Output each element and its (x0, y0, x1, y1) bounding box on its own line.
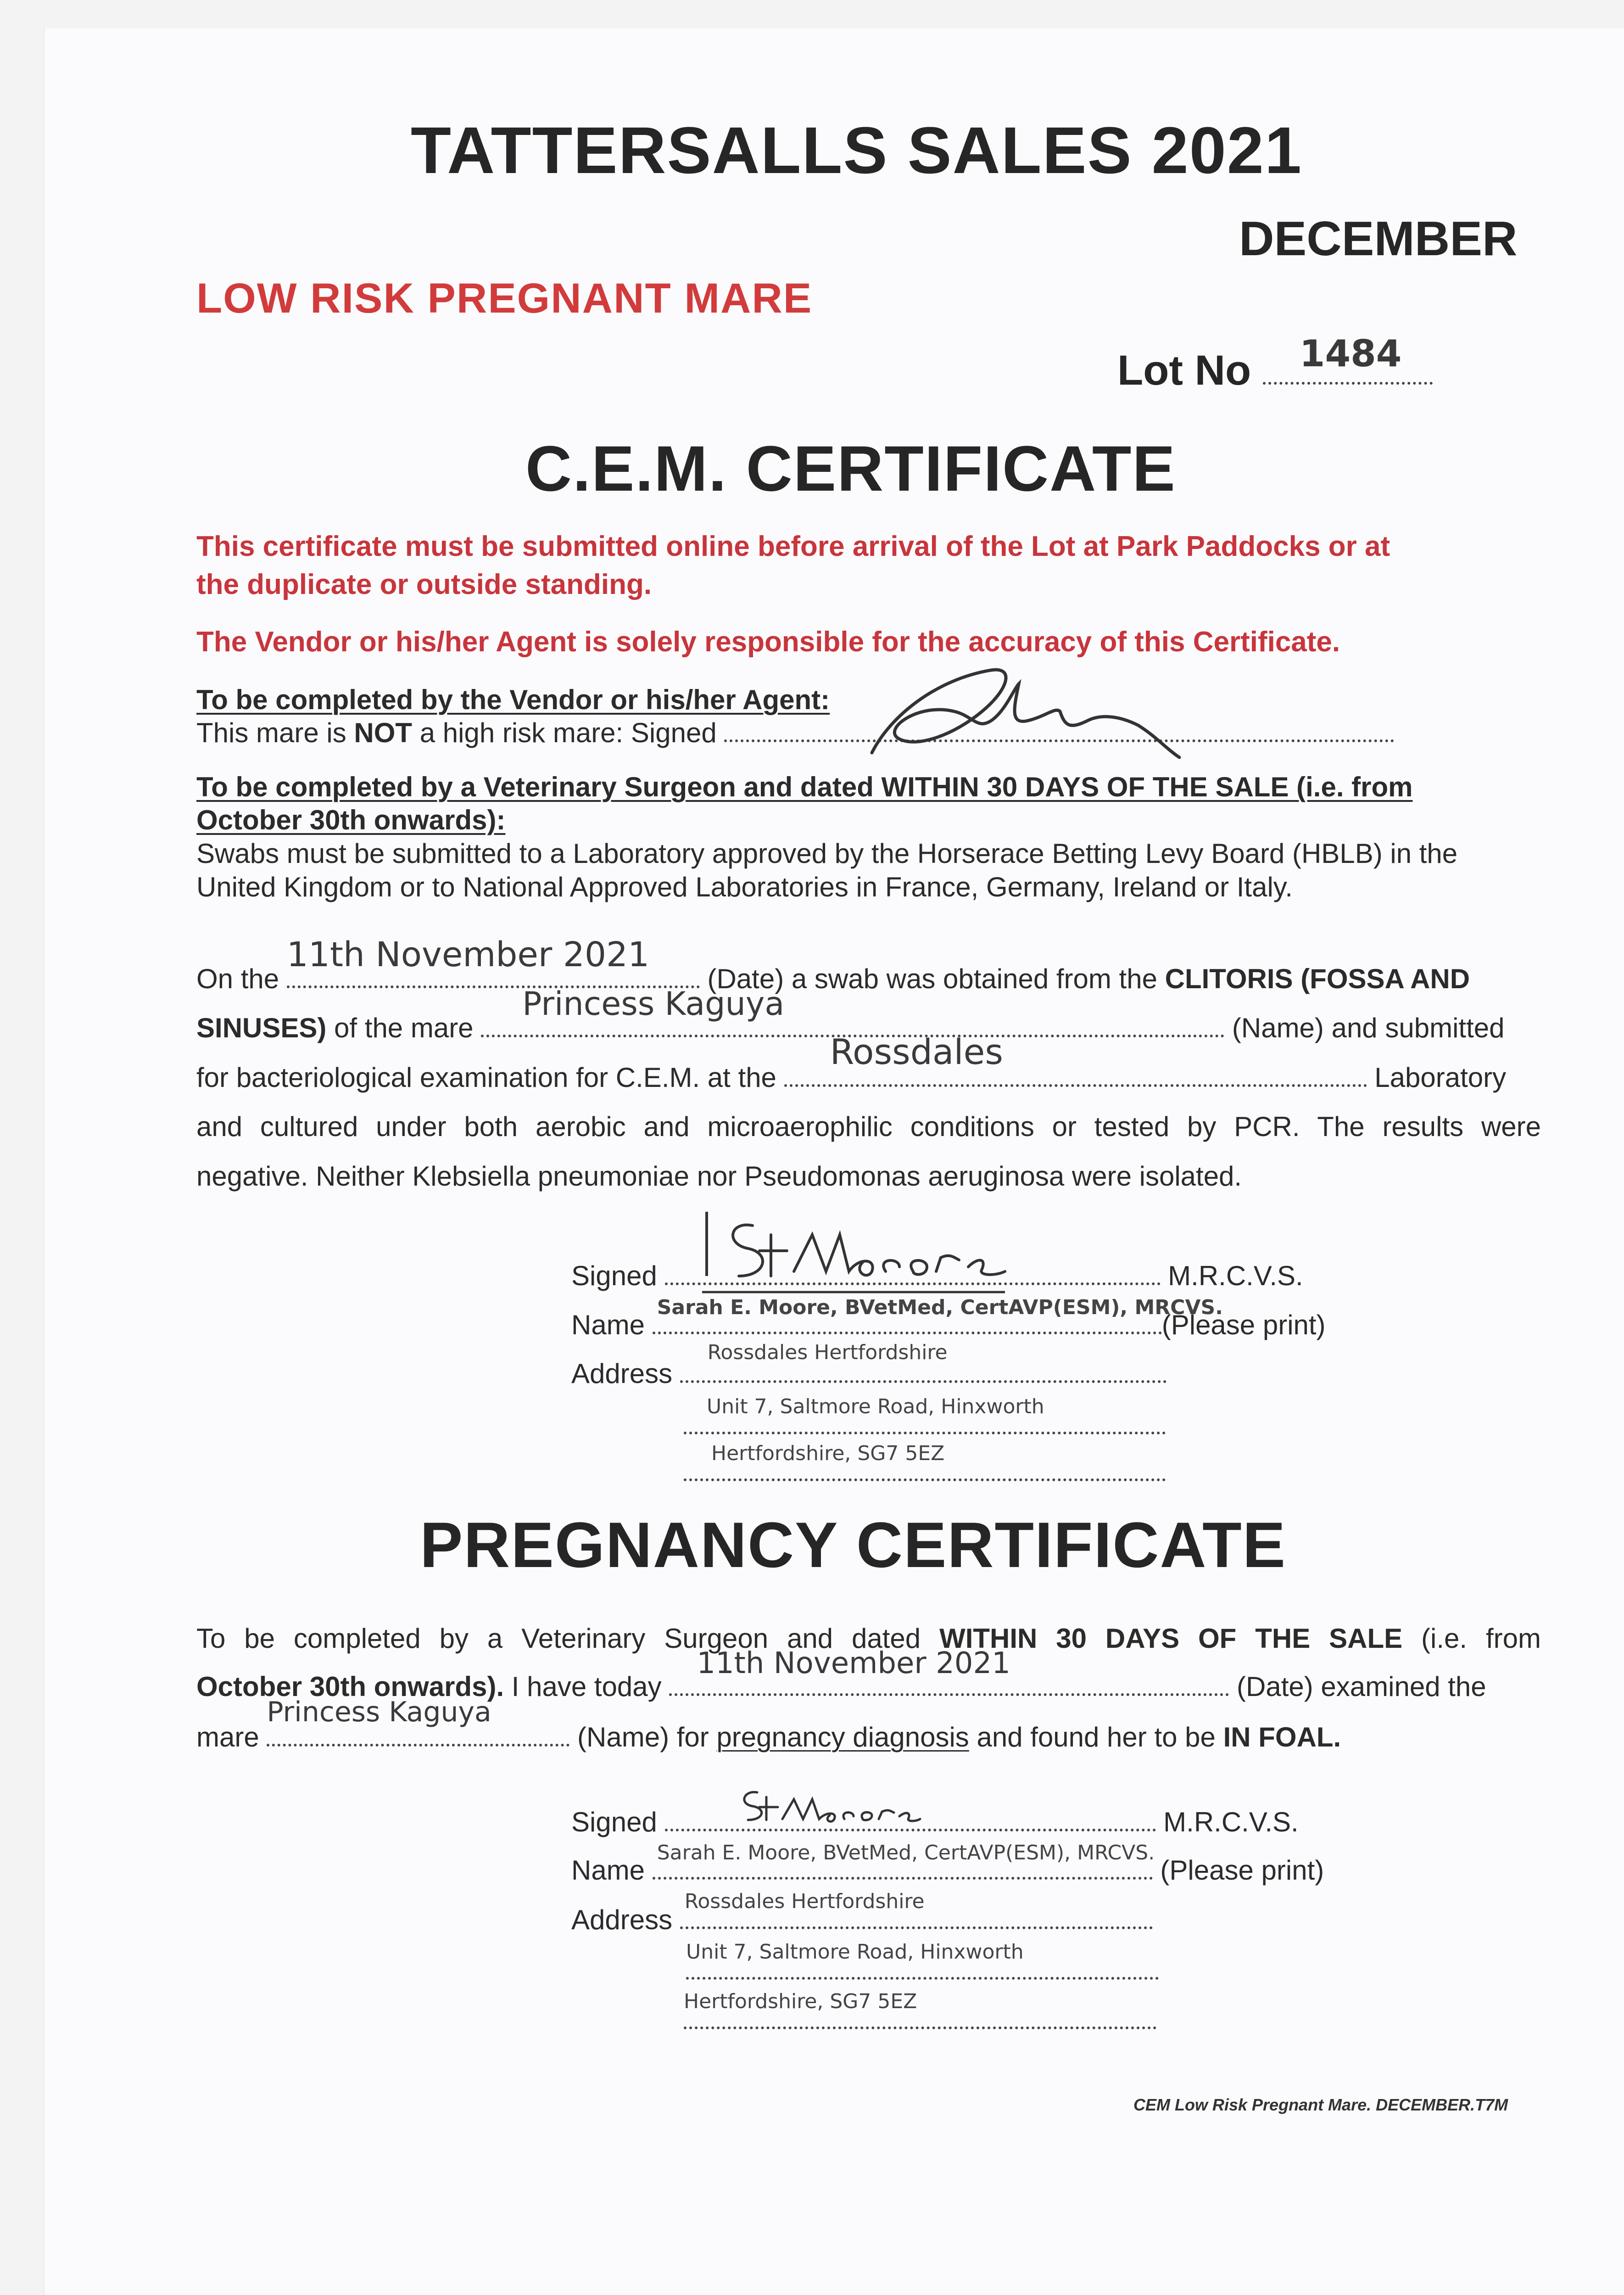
pregnancy-title: PREGNANCY CERTIFICATE (420, 1509, 1287, 1581)
preg-address-row (571, 1890, 1153, 1936)
pregnancy-line-3c: and found her to be (969, 1722, 1223, 1752)
preg-mrcvs-label: M.R.C.V.S. (1163, 1807, 1299, 1837)
on-the-label: On the (196, 963, 279, 994)
negative-line: negative. Neither Klebsiella pneumoniae nor Pseudomonas aeruginosa were isolated. (196, 1161, 1242, 1192)
preg-address-row-2 (686, 1940, 1159, 1986)
mare-name: Princess Kaguya (522, 985, 785, 1023)
cem-address-label: Address (571, 1358, 673, 1389)
lot-number: 1484 (1299, 332, 1402, 375)
vet-heading-line-2: October 30th onwards): (196, 805, 506, 835)
cem-name-field (653, 1296, 1223, 1334)
preg-address-label: Address (571, 1904, 673, 1935)
pregnancy-line-3 (196, 1696, 1341, 1753)
notice-line-2: the duplicate or outside standing. (196, 569, 652, 600)
preg-name-row (571, 1841, 1324, 1886)
preg-vet-name: Sarah E. Moore, BVetMed, CertAVP(ESM), MRCVS. (657, 1841, 1155, 1864)
pregnancy-diagnosis: pregnancy diagnosis (716, 1722, 969, 1752)
cem-address-row-3 (684, 1442, 1166, 1488)
vendor-statement-a: This mare is (196, 717, 354, 748)
pregnancy-line-2c: (Date) examined the (1237, 1671, 1486, 1702)
sinuses-label: SINUSES) (196, 1013, 327, 1043)
cem-address-line-2: Unit 7, Saltmore Road, Hinxworth (707, 1395, 1044, 1418)
cem-address-row-2 (684, 1395, 1166, 1441)
cem-please-print: (Please print) (1161, 1310, 1326, 1340)
preg-signed-row (571, 1806, 1299, 1838)
responsibility-note: The Vendor or his/her Agent is solely responsible for the accuracy of this Certificate. (196, 626, 1340, 658)
sale-month: DECEMBER (1239, 212, 1518, 266)
swab-line-lab (196, 1031, 1507, 1093)
notice-line-1: This certificate must be submitted online before arrival of the Lot at Park Paddocks or at (196, 531, 1390, 562)
cem-name-label: Name (571, 1310, 645, 1340)
cem-signed-label: Signed (571, 1260, 657, 1291)
preg-address-line-2: Unit 7, Saltmore Road, Hinxworth (686, 1940, 1024, 1964)
cem-address-field-3 (684, 1442, 1166, 1481)
cultured-line: and cultured under both aerobic and microaerophilic conditions or tested by PCR. The results were (196, 1111, 1541, 1142)
swab-date: 11th November 2021 (286, 935, 650, 974)
cem-address-field-2 (684, 1395, 1166, 1434)
cem-address-line-3: Hertfordshire, SG7 5EZ (711, 1442, 945, 1465)
preg-please-print: (Please print) (1160, 1855, 1324, 1886)
in-foal: IN FOAL. (1223, 1722, 1341, 1752)
within-30-days: WITHIN 30 DAYS OF THE SALE (939, 1623, 1403, 1654)
of-the-mare-label: of the mare (326, 1013, 474, 1043)
lot-field (1117, 332, 1433, 395)
preg-address-field-2 (686, 1940, 1159, 1980)
preg-name-field (653, 1841, 1155, 1880)
swab-date-label: (Date) a swab was obtained from the (707, 963, 1165, 994)
sale-title: TATTERSALLS SALES 2021 (411, 113, 1302, 187)
swab-line-date (196, 935, 1470, 995)
pregnancy-line-1c: (i.e. from (1402, 1623, 1541, 1654)
lot-dotline (1263, 332, 1433, 385)
preg-address-field-3 (684, 1990, 1156, 2029)
preg-name-label: Name (571, 1855, 645, 1886)
cem-vet-signature-mark (702, 1207, 1032, 1299)
risk-label: LOW RISK PREGNANT MARE (196, 275, 813, 322)
cem-address-line-1: Rossdales Hertfordshire (707, 1341, 948, 1364)
cem-name-row (571, 1296, 1326, 1341)
swab-rule-line-1: Swabs must be submitted to a Laboratory approved by the Horserace Betting Levy Board (HBLB) in the (196, 838, 1458, 869)
vet-heading-line-1: To be completed by a Veterinary Surgeon and dated WITHIN 30 DAYS OF THE SALE (i.e. from (196, 772, 1413, 802)
vendor-statement-b: a high risk mare: Signed (412, 717, 717, 748)
cem-mrcvs-label: M.R.C.V.S. (1168, 1260, 1303, 1291)
preg-address-line-3: Hertfordshire, SG7 5EZ (684, 1990, 917, 2013)
vendor-heading: To be completed by the Vendor or his/her Agent: (196, 684, 830, 715)
cem-title: C.E.M. CERTIFICATE (525, 432, 1176, 504)
laboratory-name: Rossdales (830, 1031, 1003, 1072)
pregnancy-line-2b: I have today (504, 1671, 662, 1702)
form-code: CEM Low Risk Pregnant Mare. DECEMBER.T7M (1133, 2095, 1508, 2114)
cem-address-row (571, 1341, 1166, 1389)
pregnancy-line-3b: (Name) for (577, 1722, 717, 1752)
preg-address-line-1: Rossdales Hertfordshire (684, 1890, 925, 1913)
exam-date: 11th November 2021 (697, 1646, 1010, 1680)
clitoris-label: CLITORIS (FOSSA AND (1165, 963, 1470, 994)
exam-date-field (669, 1646, 1229, 1696)
cem-address-field-1 (680, 1341, 1166, 1383)
cem-vet-name: Sarah E. Moore, BVetMed, CertAVP(ESM), MRCVS. (657, 1296, 1223, 1319)
laboratory-field (784, 1031, 1367, 1087)
pregnancy-mare-label: mare (196, 1722, 259, 1752)
name-submitted-label: (Name) and submitted (1232, 1013, 1505, 1043)
preg-address-field-1 (680, 1890, 1153, 1929)
laboratory-label: Laboratory (1374, 1062, 1507, 1093)
bacterio-label: for bacteriological examination for C.E.M. at the (196, 1062, 776, 1093)
pregnancy-mare-name: Princess Kaguya (267, 1696, 491, 1728)
vendor-statement-not: NOT (354, 717, 413, 748)
preg-address-row-3 (684, 1990, 1156, 2036)
swab-rule-line-2: United Kingdom or to National Approved Laboratories in France, Germany, Ireland or Italy. (196, 872, 1293, 902)
preg-signed-label: Signed (571, 1807, 657, 1837)
preg-vet-signature-mark (730, 1788, 922, 1829)
lot-label: Lot No (1117, 347, 1251, 394)
pregnancy-mare-field (267, 1696, 569, 1746)
pregnancy-line-1a: To be completed by a Veterinary Surgeon and dated (196, 1623, 940, 1654)
vendor-signature-mark (863, 661, 1276, 780)
october-30th: October 30th onwards). (196, 1671, 504, 1702)
